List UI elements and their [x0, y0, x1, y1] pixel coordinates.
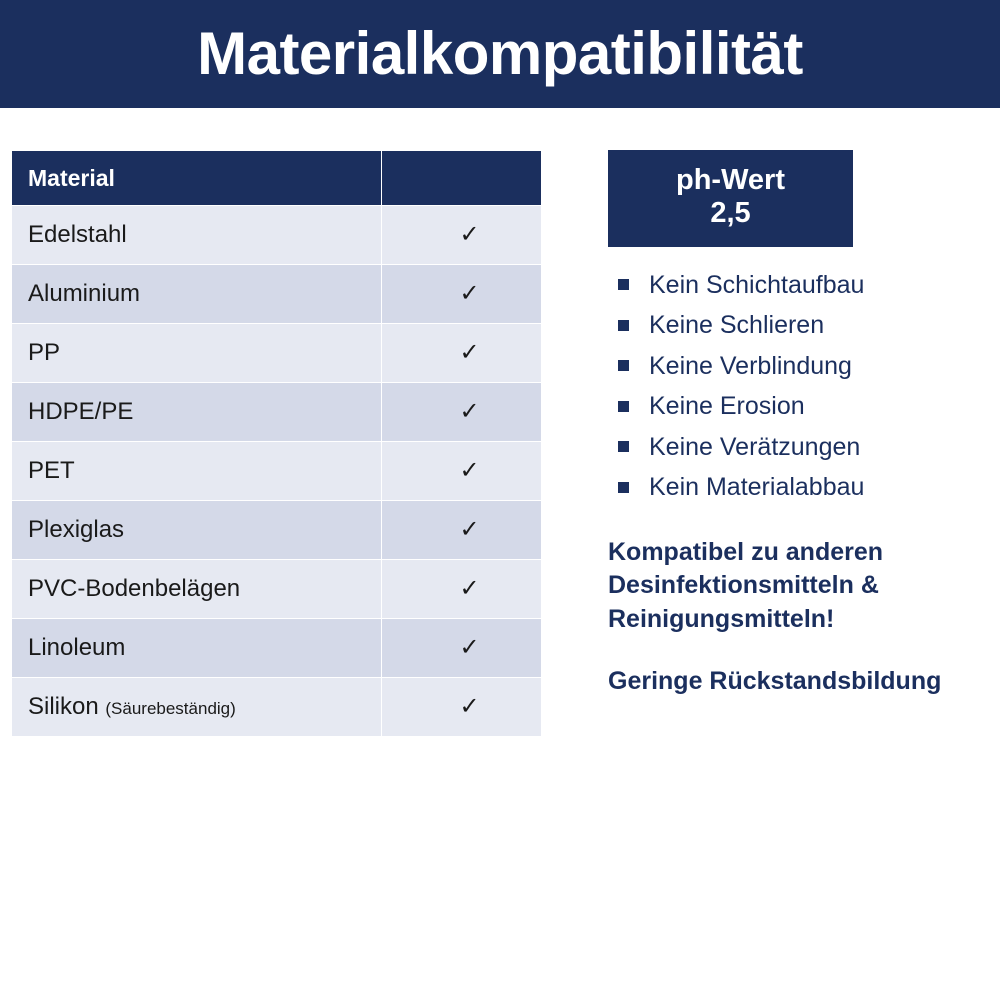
material-label: Plexiglas	[28, 516, 125, 543]
column-header-material: Material	[12, 151, 382, 206]
check-icon: ✓	[382, 619, 542, 678]
square-bullet-icon	[618, 279, 629, 290]
check-icon: ✓	[382, 324, 542, 383]
table-row	[12, 206, 542, 265]
list-item	[608, 467, 1000, 508]
column-header-compatible	[382, 151, 542, 206]
square-bullet-icon	[618, 401, 629, 412]
check-icon: ✓	[382, 501, 542, 560]
material-label: PP	[28, 339, 61, 366]
cell-material	[12, 678, 382, 737]
ph-value-box	[608, 150, 853, 247]
compatibility-claim: Kompatibel zu anderen Desinfektionsmitteln & Reinigungsmitteln!	[608, 537, 884, 634]
check-icon: ✓	[382, 265, 542, 324]
material-label: HDPE/PE	[28, 398, 134, 425]
cell-material	[12, 560, 382, 619]
material-compatibility-table-wrap	[11, 150, 541, 737]
list-item	[608, 386, 1000, 427]
table-row	[12, 324, 542, 383]
material-label: Aluminium	[28, 280, 141, 307]
list-item	[608, 305, 1000, 346]
cell-material	[12, 324, 382, 383]
cell-material	[12, 206, 382, 265]
list-item	[608, 346, 1000, 387]
check-icon: ✓	[382, 560, 542, 619]
table-row	[12, 501, 542, 560]
table-row	[12, 619, 542, 678]
table-row	[12, 678, 542, 737]
table-row	[12, 383, 542, 442]
ph-value: 2,5	[710, 197, 751, 230]
list-item	[608, 265, 1000, 306]
cell-material	[12, 442, 382, 501]
right-column	[608, 150, 1000, 696]
cell-material	[12, 619, 382, 678]
material-label: Silikon	[28, 693, 99, 720]
material-label: Linoleum	[28, 634, 126, 661]
square-bullet-icon	[618, 320, 629, 331]
benefit-label: Keine Verblindung	[649, 351, 852, 380]
header-banner	[0, 0, 1000, 108]
material-label: PET	[28, 457, 75, 484]
cell-material	[12, 383, 382, 442]
cell-material	[12, 265, 382, 324]
list-item	[608, 427, 1000, 468]
benefits-list	[608, 265, 1000, 508]
benefit-label: Keine Schlieren	[649, 311, 825, 340]
square-bullet-icon	[618, 441, 629, 452]
page-title: Materialkompatibilität	[197, 20, 803, 87]
material-label: PVC-Bodenbelägen	[28, 575, 241, 602]
benefit-label: Keine Verätzungen	[649, 432, 861, 461]
table-header-row	[12, 151, 542, 206]
benefit-label: Keine Erosion	[649, 392, 805, 421]
square-bullet-icon	[618, 482, 629, 493]
benefit-label: Kein Materialabbau	[649, 473, 865, 502]
benefit-label: Kein Schichtaufbau	[649, 270, 865, 299]
check-icon: ✓	[382, 383, 542, 442]
check-icon: ✓	[382, 442, 542, 501]
check-icon: ✓	[382, 678, 542, 737]
square-bullet-icon	[618, 360, 629, 371]
table-row	[12, 265, 542, 324]
residue-claim: Geringe Rückstandsbildung	[608, 666, 942, 695]
table-row	[12, 560, 542, 619]
material-compatibility-table	[11, 150, 542, 737]
table-row	[12, 442, 542, 501]
check-icon: ✓	[382, 206, 542, 265]
material-label: Edelstahl	[28, 221, 127, 248]
cell-material	[12, 501, 382, 560]
ph-label: ph-Wert	[675, 164, 785, 196]
material-note: (Säurebeständig)	[105, 699, 236, 718]
